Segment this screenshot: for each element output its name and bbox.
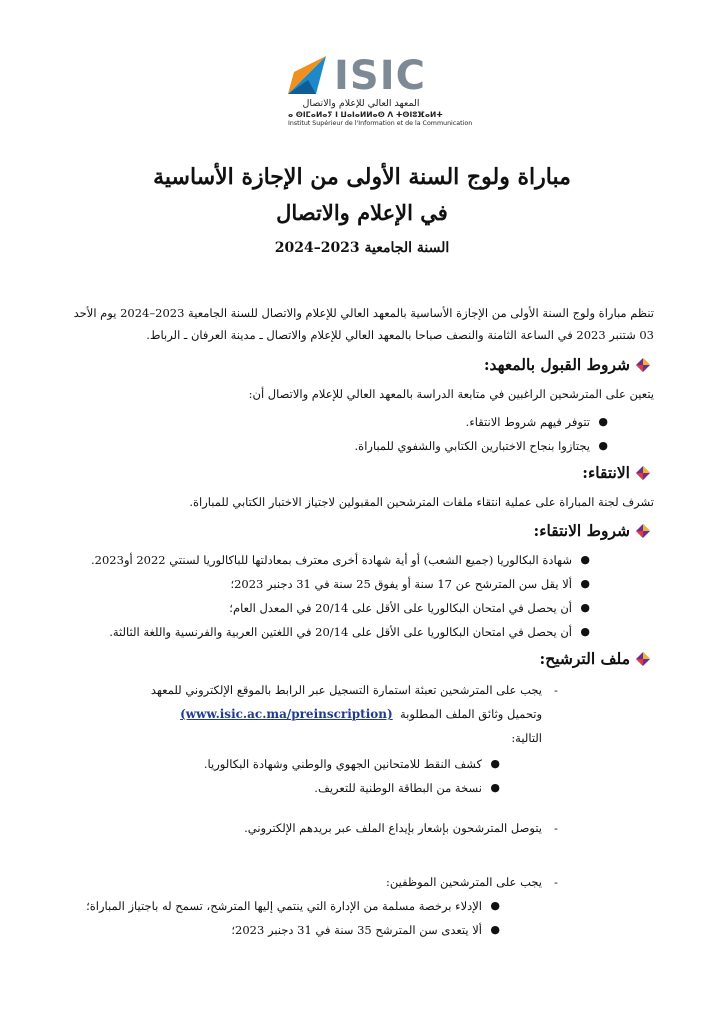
bullet: ● xyxy=(598,415,608,428)
list-item: ● كشف النقط للامتحانين الجهوي والوطني وشهادة البكالوريا. xyxy=(204,752,502,776)
page-subtitle: في الإعلام والاتصال xyxy=(276,200,448,225)
application-dash-2: -يتوصل المترشحون بإشعار بإيداع الملف عبر بريدهم الإلكتروني. xyxy=(244,821,558,835)
application-dash-3: -يجب على المترشحين الموظفين: xyxy=(386,875,558,889)
application-dash-1-line3: التالية: xyxy=(511,731,542,745)
intro-paragraph: تنظم مباراة ولوج السنة الأولى من الإجازة الأساسية بالمعهد العالي للإعلام والاتصال للسنة الجامعية 2023–2024 يوم الأحد 03 شتنبر 2023 في الساعة الثامنة والنصف صباحا بالمعهد العالي للإعلام والاتصال ـ مدينة العرفان ـ الرباط. xyxy=(73,306,654,342)
logo-french-name: Institut Supérieur de l'Information et de la Communication xyxy=(288,120,473,127)
colored-diamond-icon xyxy=(636,466,650,480)
selection-conditions-list xyxy=(91,548,592,644)
logo-arabic-name: المعهد العالي للإعلام والاتصال xyxy=(302,98,420,109)
bullet: ● xyxy=(580,577,590,590)
heading-application-file xyxy=(539,648,650,670)
colored-diamond-icon xyxy=(636,358,650,372)
bullet: ● xyxy=(580,601,590,614)
heading-label: ملف الترشيح: xyxy=(539,649,630,668)
heading-label: شروط القبول بالمعهد: xyxy=(483,355,630,374)
selection-text: تشرف لجنة المباراة على عملية انتقاء ملفات المترشحين المقبولين لاجتياز الاختبار الكتابي للمباراة. xyxy=(189,495,654,509)
application-dash-1-line2: وتحميل وثائق الملف المطلوبة (www.isic.ac.ma/preinscription) xyxy=(180,707,542,721)
colored-diamond-icon xyxy=(636,652,650,666)
preinscription-link[interactable]: (www.isic.ac.ma/preinscription) xyxy=(180,707,393,721)
heading-selection-conditions xyxy=(534,520,650,542)
heading-label: الانتقاء: xyxy=(582,463,630,482)
employee-conditions-list xyxy=(86,894,502,942)
bullet: ● xyxy=(490,923,500,936)
bullet: ● xyxy=(598,439,608,452)
list-item: ● ألا يقل سن المترشح عن 17 سنة أو يفوق 25 سنة في 31 دجنبر 2023؛ xyxy=(91,572,592,596)
list-item: ● نسخة من البطاقة الوطنية للتعريف. xyxy=(204,776,502,800)
page-title: مباراة ولوج السنة الأولى من الإجازة الأساسية xyxy=(153,164,571,190)
admission-list xyxy=(355,410,610,458)
bullet: ● xyxy=(490,899,500,912)
list-item: ● ألا يتعدى سن المترشح 35 سنة في 31 دجنبر 2023؛ xyxy=(86,918,502,942)
list-item: ● يجتازوا بنجاح الاختبارين الكتابي والشفوي للمباراة. xyxy=(355,434,610,458)
bullet: ● xyxy=(490,757,500,770)
logo-wordmark: ISIC xyxy=(334,53,426,99)
admission-intro: يتعين على المترشحين الراغبين في متابعة الدراسة بالمعهد العالي للإعلام والاتصال أن: xyxy=(248,387,654,401)
academic-year: السنة الجامعية 2023–2024 xyxy=(274,240,450,256)
list-item: ● أن يحصل في امتحان البكالوريا على الأقل على 20/14 في اللغتين العربية والفرنسية واللغة الثالثة. xyxy=(91,620,592,644)
list-item: ● شهادة البكالوريا (جميع الشعب) أو أية شهادة أخرى معترف بمعادلتها للباكالوريا لسنتي 2022 أو2023. xyxy=(91,548,592,572)
bullet: ● xyxy=(490,781,500,794)
colored-diamond-icon xyxy=(636,524,650,538)
bullet: ● xyxy=(580,553,590,566)
list-item: ● أن يحصل في امتحان البكالوريا على الأقل على 20/14 في المعدل العام؛ xyxy=(91,596,592,620)
heading-label: شروط الانتقاء: xyxy=(533,521,630,540)
list-item: ● الإدلاء برخصة مسلمة من الإدارة التي ينتمي إليها المترشح، تسمح له باجتياز المباراة؛ xyxy=(86,894,502,918)
logo-tifinagh-name: ⴰ ⵙⵏⵎⴰⵍⴰⵢ ⵏ ⵡⴰⵏⴰⵍⵍⴰⵙ ⴷ ⵜⵙⵏⵓⴼⴰⵍⵜ xyxy=(288,110,443,119)
documents-list xyxy=(204,752,502,800)
application-dash-1: -يجب على المترشحين تعبئة استمارة التسجيل عبر الرابط بالموقع الإلكتروني للمعهد xyxy=(150,683,558,697)
isic-logo xyxy=(286,52,473,134)
list-item: ● تتوفر فيهم شروط الانتقاء. xyxy=(355,410,610,434)
heading-selection xyxy=(582,462,650,484)
bullet: ● xyxy=(580,625,590,638)
heading-admission-conditions xyxy=(484,354,650,376)
isic-logo-mark-icon xyxy=(286,52,330,96)
